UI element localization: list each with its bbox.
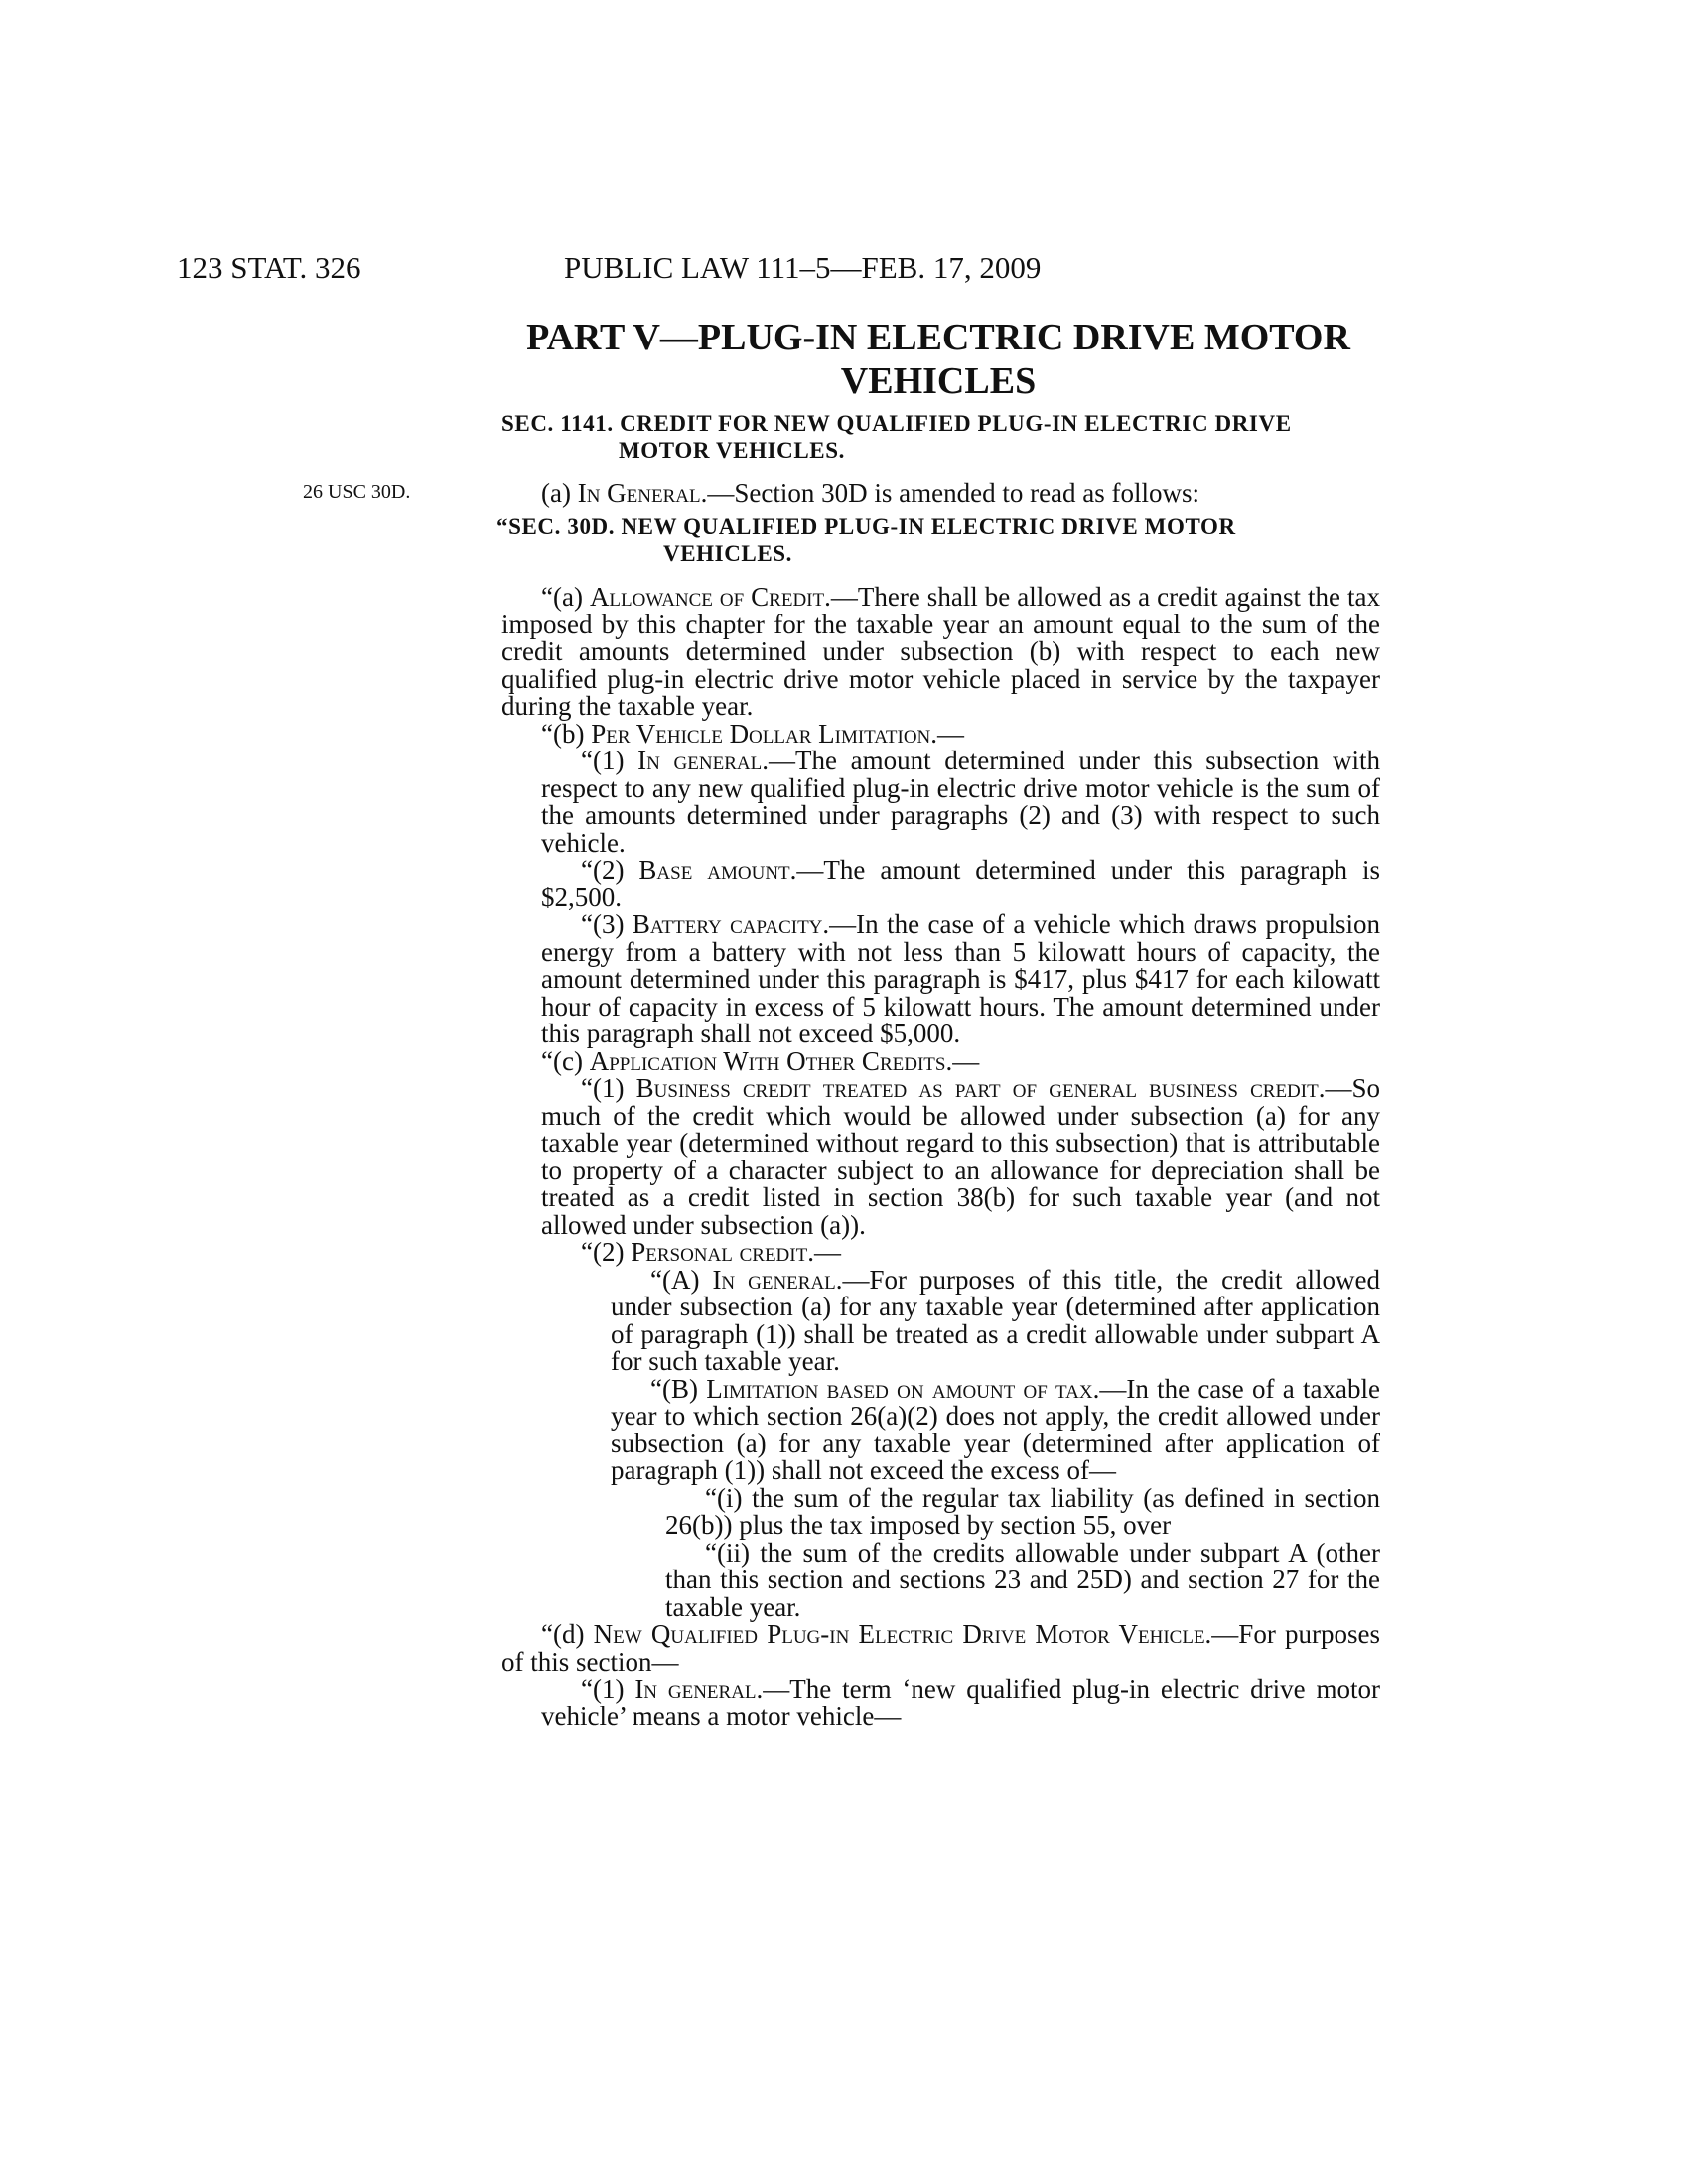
label: “(B) — [650, 1373, 707, 1404]
label: “(A) — [650, 1264, 713, 1295]
label: “(1) — [581, 1073, 636, 1103]
heading: In General — [577, 478, 701, 508]
label: “(a) — [541, 582, 590, 612]
text: .— — [945, 1045, 980, 1076]
subsection-d-paragraph-1 — [501, 1676, 1380, 1730]
subsection-b-paragraph-1 — [501, 748, 1380, 857]
subsection-b-heading — [501, 718, 1380, 749]
text: .—The amount determined under this subsection with respect to any new qualified plug-in electric drive motor vehicle is the sum of the amounts determined under paragraphs (2) and (3) with respect to such vehicle. — [541, 746, 1380, 858]
subparagraph-a — [501, 1264, 1380, 1376]
text: .—For purposes of this title, the credit allowed under subsection (a) for any taxable year (determined after application of paragraph (1)) shall be treated as a credit allowable under subpart A for such taxable year. — [611, 1264, 1380, 1376]
text: .—So much of the credit which would be allowed under subsection (a) for any taxable year (determined without regard to this subsection) that is attributable to property of a character subject to an allowance for depreciation shall be treated as a credit listed in section 38(b) for such taxable year (and not allowed under subsection (a)). — [541, 1073, 1380, 1240]
subsection-c-paragraph-2-heading — [501, 1239, 1380, 1267]
text: .—For purposes of this section— — [501, 1619, 1380, 1677]
heading: Per Vehicle Dollar Limitation — [591, 718, 931, 749]
section-30d-heading-line2: VEHICLES. — [663, 541, 793, 566]
section-30d-heading-line1: “SEC. 30D. NEW QUALIFIED PLUG-IN ELECTRIC DRIVE MOTOR — [496, 514, 1236, 539]
label: “(1) — [581, 746, 638, 775]
heading: In general — [637, 746, 763, 775]
section-30d-heading — [496, 513, 1380, 567]
label: “(c) — [541, 1045, 590, 1076]
subsection-b-paragraph-3 — [501, 911, 1380, 1048]
text: .—Section 30D is amended to read as follows: — [700, 478, 1200, 508]
heading: In general — [634, 1674, 757, 1704]
text: .—In the case of a vehicle which draws propulsion energy from a battery with not less than 5 kilowatt hours of capacity, the amount determined under this paragraph is $417, plus $417 for each kilowatt hour of capacity in excess of 5 kilowatt hours. The amount determined under this paragraph shall not exceed $5,000. — [541, 909, 1380, 1048]
text: .—The term ‘new qualified plug-in electric drive motor vehicle’ means a motor vehicle— — [541, 1674, 1380, 1731]
heading: Application With Other Credits — [589, 1045, 946, 1076]
heading: Allowance of Credit — [589, 582, 825, 612]
margin-citation: 26 USC 30D. — [303, 481, 411, 503]
subparagraph-b — [501, 1373, 1380, 1485]
public-law-reference: PUBLIC LAW 111–5—FEB. 17, 2009 — [564, 250, 1042, 285]
label: “(b) — [541, 718, 592, 749]
text: .—The amount determined under this paragraph is $2,500. — [541, 855, 1380, 912]
part-title — [496, 316, 1380, 403]
text: .— — [807, 1237, 841, 1267]
subsection-c-heading — [501, 1045, 1380, 1076]
section-1141-heading-line2: MOTOR VEHICLES. — [619, 438, 845, 463]
label: (a) — [541, 478, 578, 508]
heading: Battery capacity — [632, 909, 823, 939]
label: “(3) — [581, 909, 633, 939]
label: “(2) — [581, 855, 639, 885]
section-30d-text — [501, 584, 1380, 1730]
text: .— — [930, 718, 965, 749]
stat-reference: 123 STAT. 326 — [177, 250, 361, 285]
section-1141-heading-line1: SEC. 1141. CREDIT FOR NEW QUALIFIED PLUG-IN ELECTRIC DRIVE — [501, 411, 1292, 436]
heading: Business credit treated as part of general business credit — [635, 1073, 1319, 1103]
heading: Personal credit — [631, 1237, 808, 1267]
subsection-a — [501, 584, 1380, 721]
text: .—In the case of a taxable year to which section 26(a)(2) does not apply, the credit allowed under subsection (a) for any taxable year (determined after application of paragraph (1)) shall not exceed the excess of— — [611, 1373, 1380, 1485]
subsection-b-paragraph-2 — [501, 857, 1380, 911]
heading: New Qualified Plug-in Electric Drive Motor Vehicle — [593, 1619, 1205, 1649]
section-1141-heading — [501, 410, 1380, 464]
text: .—There shall be allowed as a credit against the tax imposed by this chapter for the taxable year an amount equal to the sum of the credit amounts determined under subsection (b) with respect to each new qualified plug-in electric drive motor vehicle placed in service by the taxpayer during the taxable year. — [501, 582, 1380, 721]
amendment-a-general — [501, 480, 1380, 508]
subsection-d-heading — [501, 1621, 1380, 1676]
subsection-c-paragraph-1 — [501, 1075, 1380, 1239]
clause-ii: “(ii) the sum of the credits allowable under subpart A (other than this section and sections 23 and 25D) and section 27 for the taxable year. — [665, 1537, 1380, 1622]
part-title-line1: PART V—PLUG-IN ELECTRIC DRIVE MOTOR — [526, 317, 1350, 358]
label: “(d) — [541, 1619, 594, 1649]
heading: Base amount — [638, 855, 790, 885]
clause-i: “(i) the sum of the regular tax liability (as defined in section 26(b)) plus the tax imposed by section 55, over — [665, 1482, 1380, 1540]
heading: Limitation based on amount of tax — [706, 1373, 1093, 1404]
part-title-line2: VEHICLES — [840, 360, 1037, 402]
label: “(2) — [581, 1237, 632, 1267]
heading: In general — [712, 1264, 836, 1295]
label: “(1) — [581, 1674, 635, 1704]
